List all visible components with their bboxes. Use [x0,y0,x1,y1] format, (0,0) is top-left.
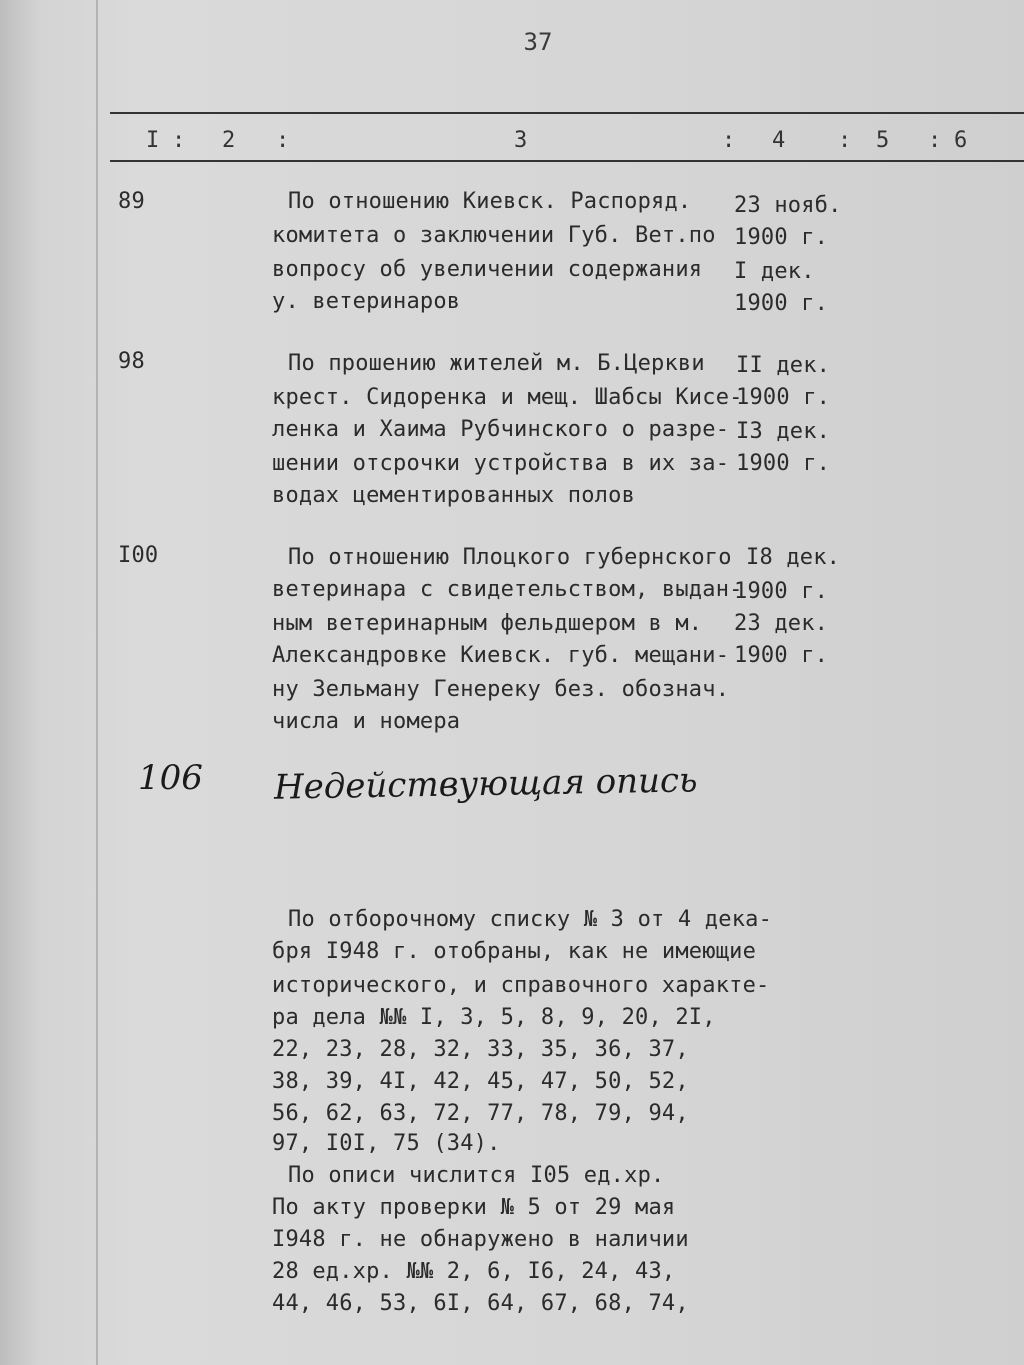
column-separator: : [722,128,736,153]
entry-date: 1900 г. [734,579,829,604]
entry-date: 1900 г. [736,451,831,476]
entry-text-line: По прошению жителей м. Б.Церкви [288,351,705,376]
closing-text-line: 97, I0I, 75 (34). [272,1131,501,1156]
entry-date: 1900 г. [734,225,829,250]
entry-date: II дек. [736,353,831,378]
entry-number: I00 [118,543,159,568]
entry-text-line: вопросу об увеличении содержания [272,257,703,282]
entry-text-line: водах цементированных полов [272,483,636,508]
column-header-6: 6 [954,128,968,153]
column-header-2: 2 [222,128,236,153]
closing-text-line: 28 ед.хр. №№ 2, 6, I6, 24, 43, [272,1259,676,1284]
entry-number: 98 [118,349,145,374]
entry-date: I дек. [734,259,815,284]
page-binding-edge [96,0,98,1365]
closing-text-line: I948 г. не обнаружено в наличии [272,1227,689,1252]
entry-date: 23 нояб. [734,193,842,218]
closing-text-line: исторического, и справочного характе- [272,973,770,998]
entry-number: 89 [118,189,145,214]
page-number: 37 [523,28,553,56]
entry-text-line: ленка и Хаима Рубчинского о разре- [272,417,730,442]
column-header-1: I [146,128,160,153]
closing-text-line: По акту проверки № 5 от 29 мая [272,1195,676,1220]
entry-text-line: ветеринара с свидетельством, выдан- [272,577,743,602]
handwritten-number: 106 [138,758,203,798]
entry-text-line: крест. Сидоренка и мещ. Шабсы Кисе- [272,385,743,410]
entry-text-line: числа и номера [272,709,461,734]
column-header-5: 5 [876,128,890,153]
entry-text-line: Александровке Киевск. губ. мещани- [272,643,730,668]
closing-text-line: 44, 46, 53, 6I, 64, 67, 68, 74, [272,1291,689,1316]
entry-text-line: шении отсрочки устройства в их за- [272,451,730,476]
entry-text-line: По отношению Плоцкого губернского [288,545,732,570]
entry-text-line: По отношению Киевск. Распоряд. [288,189,692,214]
column-separator: : [928,128,942,153]
entry-date: 1900 г. [734,291,829,316]
column-separator: : [838,128,852,153]
header-bottom-rule [110,160,1024,162]
column-separator: : [276,128,290,153]
closing-text-line: 22, 23, 28, 32, 33, 35, 36, 37, [272,1037,689,1062]
column-header-4: 4 [772,128,786,153]
column-header-3: 3 [514,128,528,153]
entry-date: I3 дек. [736,419,831,444]
entry-text-line: комитета о заключении Губ. Вет.по [272,223,716,248]
closing-text-line: 56, 62, 63, 72, 77, 78, 79, 94, [272,1101,689,1126]
entry-date: 1900 г. [736,385,831,410]
closing-text-line: бря I948 г. отобраны, как не имеющие [272,939,757,964]
handwritten-note: Недействующая опись [273,760,698,808]
closing-text-line: По описи числится I05 ед.хр. [288,1163,665,1188]
entry-text-line: ным ветеринарным фельдшером в м. [272,611,703,636]
closing-text-line: 38, 39, 4I, 42, 45, 47, 50, 52, [272,1069,689,1094]
header-top-rule [110,112,1024,114]
entry-text-line: у. ветеринаров [272,289,461,314]
closing-text-line: По отборочному списку № 3 от 4 дека- [288,907,773,932]
closing-text-line: ра дела №№ I, 3, 5, 8, 9, 20, 2I, [272,1005,716,1030]
entry-date: I8 дек. [746,545,841,570]
column-separator: : [172,128,186,153]
entry-date: 1900 г. [734,643,829,668]
entry-text-line: ну Зельману Генереку без. обознач. [272,677,730,702]
entry-date: 23 дек. [734,611,829,636]
